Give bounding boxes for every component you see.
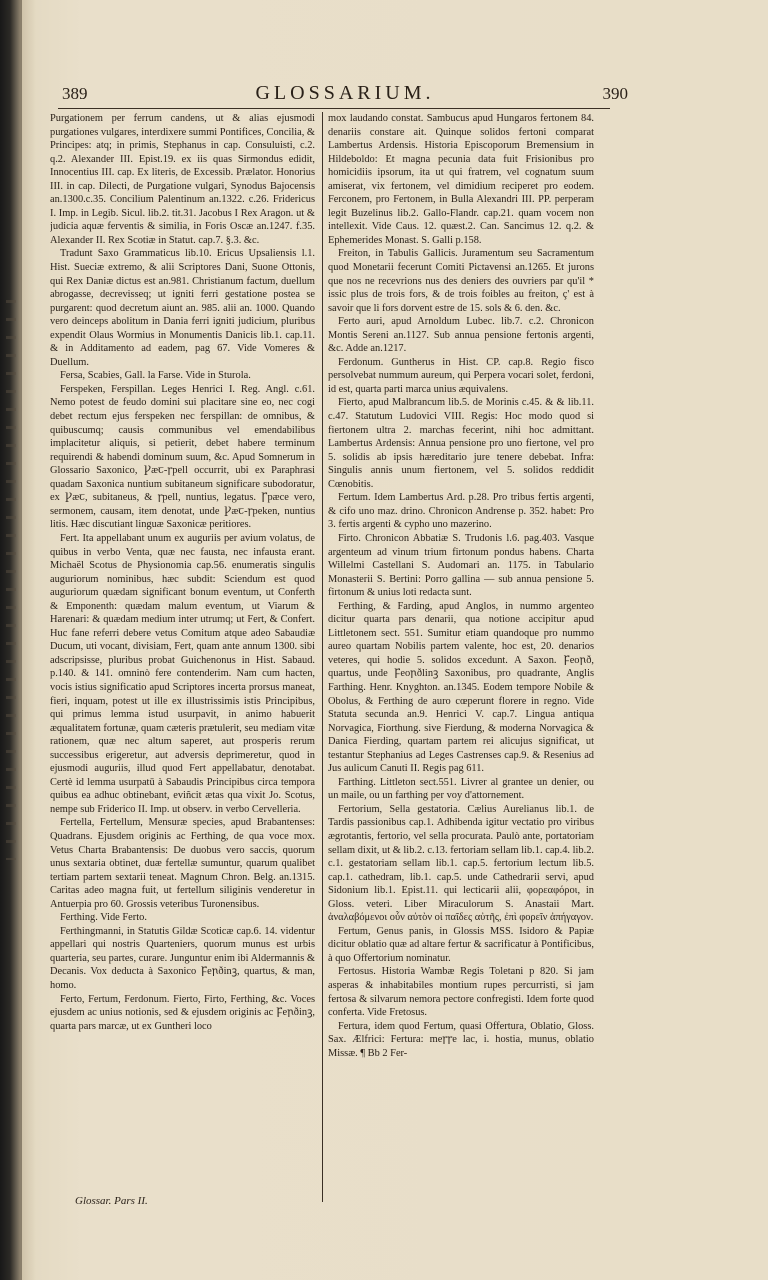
header-rule (58, 108, 610, 109)
page-number-left: 389 (62, 84, 88, 103)
paragraph: Freiton, in Tabulis Gallicis. Juramentum seu Sacramentum quod Monetarii fecerunt Comiti Pictavensi an.1265. Et jurons que nos ne recevrions nus des deniers des ouvriers par qu'il * issic plus de trois fors, & de trois foibles au freiton, ç' est à savoir que li fors dorvent estre de 15. sols & 6. den. &c. (328, 248, 594, 314)
paragraph: Ferto, Fertum, Ferdonum. Fierto, Firto, Ferthing, &c. Voces ejusdem ac unius notionis, sed & ejusdem originis ac Ꝼeꞃðinꝫ, quarta pars marcæ, ut ex Guntheri loco (50, 993, 315, 1032)
paragraph: Fert. Ita appellabant unum ex auguriis per avium volatus, de quibus in verbo Venta, quæ nec fausta, nec infausta erant. Michaël Scotus de Physionomia cap.56. enumeratis singulis auguriorum nominibus, hæc subdit: Sciendum est quod auguriorum quædam significant bonum eventum, ut Conferth & Emponenth: quædam malum eventum, ut Viarum & Harenari: & quædam medium inter utrumq; ut Fert, & Confert. Huc fane referri debere vetus Comitum atque adeo Sabaudiæ Ducum, uti vocant, divisiam, Fert, quam ante annum 1300. sibi adscripsisse, pluribus probat Guichenonus in Hist. Sabaud. p.140. & 141. omninò fere contenderim. Nam cum hacten, vocis istius significatio apud Scriptores incerta prorsus maneat, fieri, inquam, potest ut ille ex illustrissimis istis Principibus, qui primus lemma istud usurpavit, in animo habuerit æqualitatem fortunæ, quam cæteris prætulerit, seu mediam vitæ rationem, quæ nec altum saperet, aut prosperis rerum successibus erigeretur, aut adversis deprimeretur, quod in ejusmodi auguriis, illud quod Fert appellabatur, denotabat. Certè id lemma usurpatū à Sabaudis Principibus circa tempora quibus ea adhuc obtinebant, eviñcit ætas qua vixit Jo. Scotus, nempe sub Friderico II. Imp. ut observ. in verbo Cervelleria. (50, 532, 315, 815)
paragraph: Ferto auri, apud Arnoldum Lubec. lib.7. c.2. Chronicon Montis Sereni an.1127. Sub annua pensione fertonis argenti, &c. Adde an.1217. (328, 316, 594, 355)
running-header (62, 82, 628, 106)
paragraph: Ferthing. Vide Ferto. (60, 912, 147, 924)
paragraph: Ferspeken, Ferspillan. Leges Henrici I. Reg. Angl. c.61. Nemo potest de feudo domini sui placitare sine eo, nec cogi debet rectum ejus ferspeken nec ferspillan: de omnibus, & quibuscumq; causis communibus vel emendabilibus implacitetur aliquis, si petierit, debet habere terminum requirendi & habendi dominum suum, &c. Apud Somnerum in Glossario Saxonico, Ꝩæꞇ-ꞅpell occurrit, ubi ex Paraphrasi quadam Saxonica nuntium subitaneum significare subodoratur, ex Ꝩæꞇ, subitaneus, & ꞅpell, nuntius, legatus. Ꞅpæce vero, sermonem, causam, item denotat, unde Ꝩæꞇ-ꞅpeken, nuntius litis. Hæc discutiant linguæ Saxonicæ peritiores. (50, 383, 315, 531)
paragraph: Ferthing, & Farding, apud Anglos, in nummo argenteo dicitur quarta pars denarii, qua notione accipitur apud Littletonem sect. 551. Sumitur etiam quandoque pro nummo aureo quartam Nobilis partem valente, hoc est, 20. denarios veteres, qui hodie 5. solidos excedunt. A Saxon. Ꝼeoꞃð, quartus, unde Ꝼeoꞃðlinꝫ Saxonibus, pro quadrante, Anglis Farthing. Henr. Knyghton. an.1345. Eodem tempore Nobile & Obolus, & Ferthing de auro cœperunt florere in regno. Vide Statuta secunda an.9. Henrici V. cap.7. Lingua antiqua Norvagica, Fiorthung. sive Fierdung, & moderna Norvagica & Danica Fierding, quartam partem rei alicujus significat, ut testantur Stephanius ad Leges Castrenses cap.9. & Resenius ad Jus aulicum Canuti II. Regis pag 611. (328, 600, 594, 775)
paragraph: Fertorium, Sella gestatoria. Cælius Aurelianus lib.1. de Tardis passionibus cap.1. Adhibenda igitur vectatio pro viribus ægrotantis, fertorio, vel sella procurata. Paulò ante, portatoriam sellam dixit, ut & lib.2. c.13. fertoriam sellam lib.1. cap.4. lib.2. c.1. gestatoriam sellam lib.1. cap.5. fertorium lectum lib.5. cap.1. cathedram, lib.1. cap.5. unde Cathedrarii servi, apud Sidonium lib.1. Epist.11. qui lecticarii alii, φορεαφόροι, in Gloss. veteri. Liber Miraculorum S. Anastaii Mart. ἀναλαβόμενοι οὖν αὐτὸν οἱ παῖδες αὐτῆς, ἐπὶ φορεῖν ἀπήγαγον. (328, 803, 594, 924)
paragraph: Purgationem per ferrum candens, ut & alias ejusmodi purgationes vulgares, interdixere summi Pontifices, Concilia, & Principes: atq; in primis, Stephanus in cap. Consuluisti, c.2. q.2. Alexander III. Epist.19. ex iis quas Sirmondus edidit, Innocentius III. cap. Ex literis, de Excessib. Prælator. Honorius III. in cap. Dilecti, de Purgatione vulgari, Synodus Bajocensis an.1300.c.35. Concilium Palentinum an.1322. c.26. Fridericus I. Imp. in Legib. Sicul. lib.2. tit.31. Jacobus I Rex Aragon. ut & judicia aquæ ferventis & similia, in Foris Oscæ an.1247. f.35. Alexander II. Rex Scotiæ in Statut. cap.7. §.3. &c. (50, 113, 315, 246)
paragraph: Fierto, apud Malbrancum lib.5. de Morinis c.45. & & lib.11. c.47. Statutum Ludovici VIII. Regis: Hoc modo quod si fiertonem ultra 2. marchas fecerint, nihi hoc admittant. Lambertus Ardensis: Annua pensione pro uno fiertone, vel pro 5. solidis ab ipsis hæreditario jure tenere debebat. Infra: Singulis annis unum fiertonem, vel 5. solidos reddidit Cœnobitis. (328, 397, 594, 490)
paragraph: Fertum, Genus panis, in Glossis MSS. Isidoro & Papiæ dicitur oblatio quæ ad altare fertur & sacrificatur à Pontificibus, à quo Offertorium nominatur. (328, 925, 594, 964)
book-gutter (0, 0, 22, 1280)
paragraph: Ferthingmanni, in Statutis Gildæ Scoticæ cap.6. 14. videntur appellari qui nostris Quarteniers, quorum munus est urbis quarteria, seu partes, curare. Junguntur enim ibi Aldermannis & Decanis. Vox deducta à Saxonico Ꝼeꞃðinꝫ, quartus, & man, homo. (50, 925, 315, 991)
paragraph: Farthing. Littleton sect.551. Livrer al grantee un denier, ou un maile, ou un farthing per voy d'attornement. (328, 776, 594, 802)
paragraph: Fertella, Fertellum, Mensuræ species, apud Brabantenses: Quadrans. Ejusdem originis ac Ferthing, de qua voce mox. Vetus Charta Brabantensis: De duobus vero saccis, quorum unus sextaria obtinet, duæ fertellæ sumuntur, quarum qualibet tertiam partem sextarii teneat. Magnum Chron. Belg. an.1315. Caritas adeo magna fuit, ut fertellum siliginis venderetur in Antuerpia pro 60. Grossis veteribus Turonensibus. (50, 817, 315, 910)
paragraph: Fertura, idem quod Fertum, quasi Offertura, Oblatio, Gloss. Sax. Ælfrici: Fertura: meꞅꞅe lac, i. hostia, munus, oblatio Missæ. ¶ Bb 2 Fer- (328, 1020, 594, 1059)
column-rule (322, 112, 323, 1202)
paragraph: Fertosus. Historia Wambæ Regis Toletani p 820. Si jam asperas & inhabitabiles montium rupes percurristi, si jam fertosa & silvarum nemora pectore confregisti. Idem forte quod conferta. Vide Fretosus. (328, 966, 594, 1019)
right-column (328, 112, 594, 1216)
running-title: GLOSSARIUM. (255, 82, 435, 104)
left-column (50, 112, 315, 1194)
paragraph: Tradunt Saxo Grammaticus lib.10. Ericus Upsaliensis l.1. Hist. Sueciæ extremo, & alii Scriptores Dani, Suone Ottonis, qui Rex Daniæ dictus est an.981. Christianum factum, duellum abrogasse, decrevisseq; ut igniti ferri gestatione postea se purgarent: quod decretum aiunt an. 985. alii an. 1000. Quando vero deinceps abolitum in Dania ferri igniti judicium, pluribus expendit Olaus Wormius in Monumentis Danicis lib.1. cap.11. & in Additamento ad eadem, pag 67. Vide Vomeres & Duellum. (50, 248, 315, 368)
paragraph: mox laudando constat. Sambucus apud Hungaros fertonem 84. denariis constare ait. Quinque solidos fertoni comparat Lambertus Ardensis. Historia Episcoporum Bremensium in Hildeboldo: Et magna pecunia data fuit Frisionibus pro homicidiis ipsorum, ita ut qui fratrem, vel cognatum suum amiserat, vix fertonem, vel dimidium reciperet pro eodem. Ferconem, pro Fertonem, in Bulla Alexandri III. PP. perperam legit Buzelinus lib.2. Gallo-Flandr. cap.21. quam vocem non intellexit. Vide Caus. 12. quæst.2. Can. Sancimus 12. q.2. & Ephemerides Monast. S. Galli p.158. (328, 113, 594, 246)
paragraph: Fersa, Scabies, Gall. la Farse. Vide in Sturola. (60, 370, 251, 382)
paragraph: Firto. Chronicon Abbatiæ S. Trudonis l.6. pag.403. Vasque argenteum ad vinum trium firtonum pondus habens. Charta Willelmi Castellani S. Audomari an. 1175. in Tabulario Monasterii S. Bertini: Porro gallina — sub annua pensione 5. firtonum & unius loti redacta sunt. (328, 532, 594, 599)
paragraph: Ferdonum. Guntherus in Hist. CP. cap.8. Regio fisco persolvebat nummum aureum, qui Perpera vocari solet, ferdoni, id est, quarta parti marca unius æquivalens. (328, 356, 594, 395)
signature-footer: Glossar. Pars II. (75, 1195, 148, 1207)
paragraph: Fertum. Idem Lambertus Ard. p.28. Pro tribus fertis argenti, & cifo uno maz. drino. Chronicon Andrense p. 352. habet: Pro 3. fertis argenti & cypho uno mazerino. (328, 492, 594, 531)
page-edge-marks (6, 300, 16, 860)
page-number-right: 390 (602, 84, 628, 103)
